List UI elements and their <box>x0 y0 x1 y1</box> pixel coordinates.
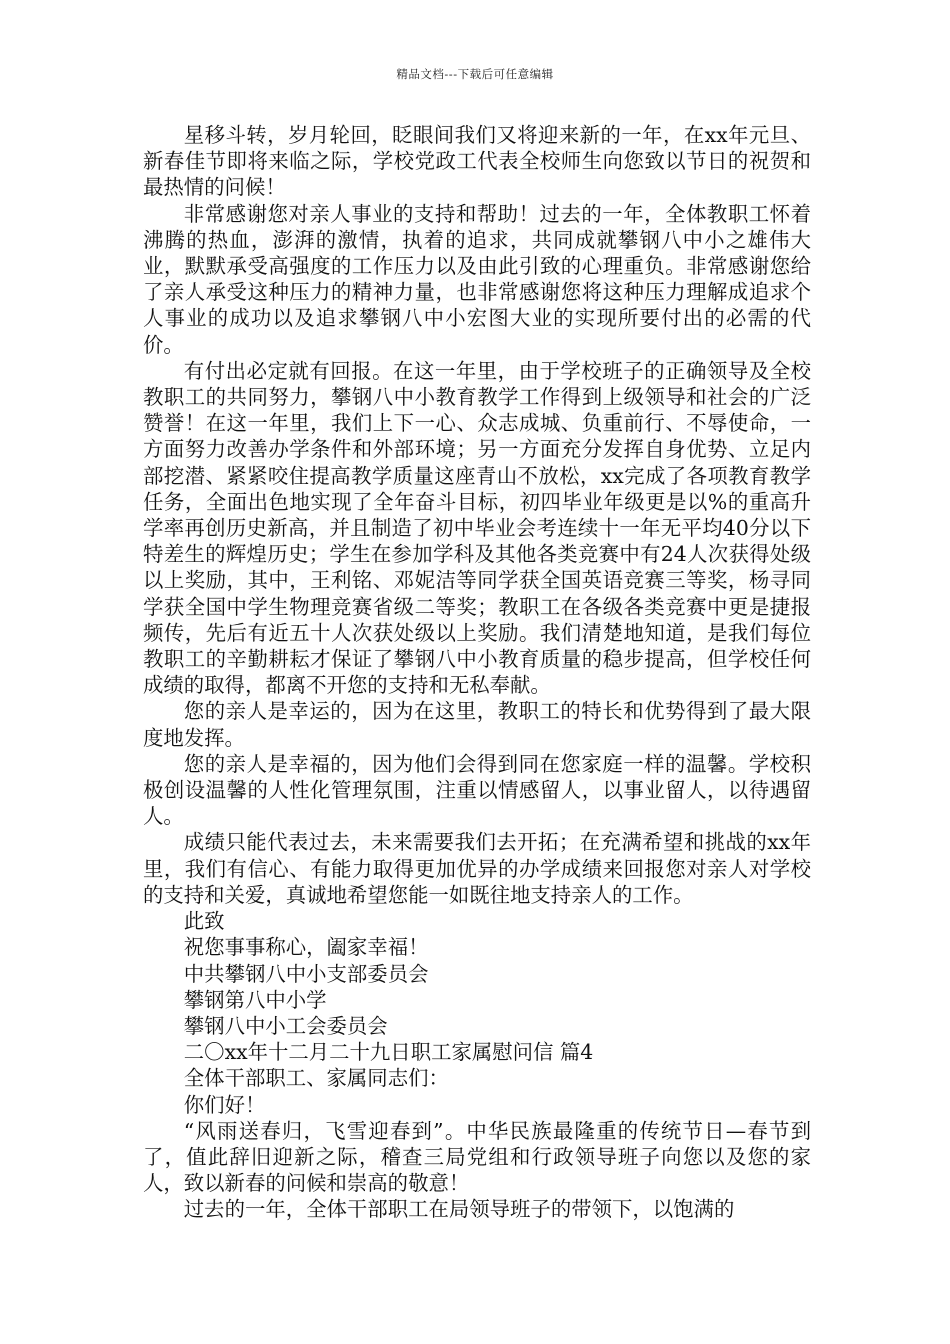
wish: 祝您事事称心，阖家幸福！ <box>183 935 429 960</box>
greeting: 你们好！ <box>183 1092 266 1117</box>
paragraph-thanks: 非常感谢您对亲人事业的支持和帮助！过去的一年，全体教职工怀着沸腾的热血，澎湃的激情，执着的追求，共同成就攀钢八中小之雄伟大业，默默承受高强度的工作压力以及由此引致的心理重负。非常感谢您给了亲人承受这种压力的精神力量，也非常感谢您将这种压力理解成追求个人事业的成功以及追求攀钢八中小宏图大业的实现所要付出的必需的代价。 <box>143 201 811 357</box>
paragraph-past-year: 过去的一年，全体干部职工在局领导班子的带领下，以饱满的 <box>183 1197 735 1222</box>
page-header: 精品文档---下载后可任意编辑 <box>396 67 554 81</box>
signature-party-branch: 中共攀钢八中小支部委员会 <box>183 961 429 986</box>
paragraph-spring-festival: “风雨送春归，飞雪迎春到”。中华民族最隆重的传统节日—春节到了，值此辞旧迎新之际，稽查三局党组和行政领导班子向您以及您的家人，致以新春的问候和崇高的敬意！ <box>143 1118 811 1196</box>
signature-school: 攀钢第八中小学 <box>183 987 327 1012</box>
paragraph-future: 成绩只能代表过去，未来需要我们去开拓；在充满希望和挑战的xx年里，我们有信心、有能力取得更加优异的办学成绩来回报您对亲人对学校的支持和关爱，真诚地希望您能一如既往地支持亲人的工作。 <box>143 830 811 907</box>
signature-union: 攀钢八中小工会委员会 <box>183 1013 388 1038</box>
salutation: 全体干部职工、家属同志们： <box>183 1066 449 1091</box>
date-and-next-title: 二〇xx年十二月二十九日职工家属慰问信 篇4 <box>183 1040 594 1065</box>
closing: 此致 <box>183 909 225 934</box>
paragraph-happy: 您的亲人是幸福的，因为他们会得到同在您家庭一样的温馨。学校积极创设温馨的人性化管理氛围，注重以情感留人，以事业留人，以待遇留人。 <box>143 751 811 829</box>
paragraph-achievements: 有付出必定就有回报。在这一年里，由于学校班子的正确领导及全校教职工的共同努力，攀钢八中小教育教学工作得到上级领导和社会的广泛赞誉！在这一年里，我们上下一心、众志成城、负重前行、不辱使命，一方面努力改善办学条件和外部环境；另一方面充分发挥自身优势、立足内部挖潜、紧紧咬住提高教学质量这座青山不放松，xx完成了各项教育教学任务，全面出色地实现了全年奋斗目标，初四毕业年级更是以%的重高升学率再创历史新高，并且制造了初中毕业会考连续十一年无平均40分以下特差生的辉煌历史；学生在参加学科及其他各类竞赛中有24人次获得处级以上奖励，其中，王利铭、邓妮洁等同学获全国英语竞赛三等奖，杨寻同学获全国中学生物理竞赛省级二等奖；教职工在各级各类竞赛中更是捷报频传，先后有近五十人次获处级以上奖励。我们清楚地知道，是我们每位教职工的辛勤耕耘才保证了攀钢八中小教育质量的稳步提高，但学校任何成绩的取得，都离不开您的支持和无私奉献。 <box>143 358 811 698</box>
paragraph-lucky: 您的亲人是幸运的，因为在这里，教职工的特长和优势得到了最大限度地发挥。 <box>143 699 811 750</box>
paragraph-greeting: 星移斗转，岁月轮回，眨眼间我们又将迎来新的一年，在xx年元旦、新春佳节即将来临之际，学校党政工代表全校师生向您致以节日的祝贺和最热情的问候！ <box>143 123 811 200</box>
letter-body <box>143 122 811 1223</box>
